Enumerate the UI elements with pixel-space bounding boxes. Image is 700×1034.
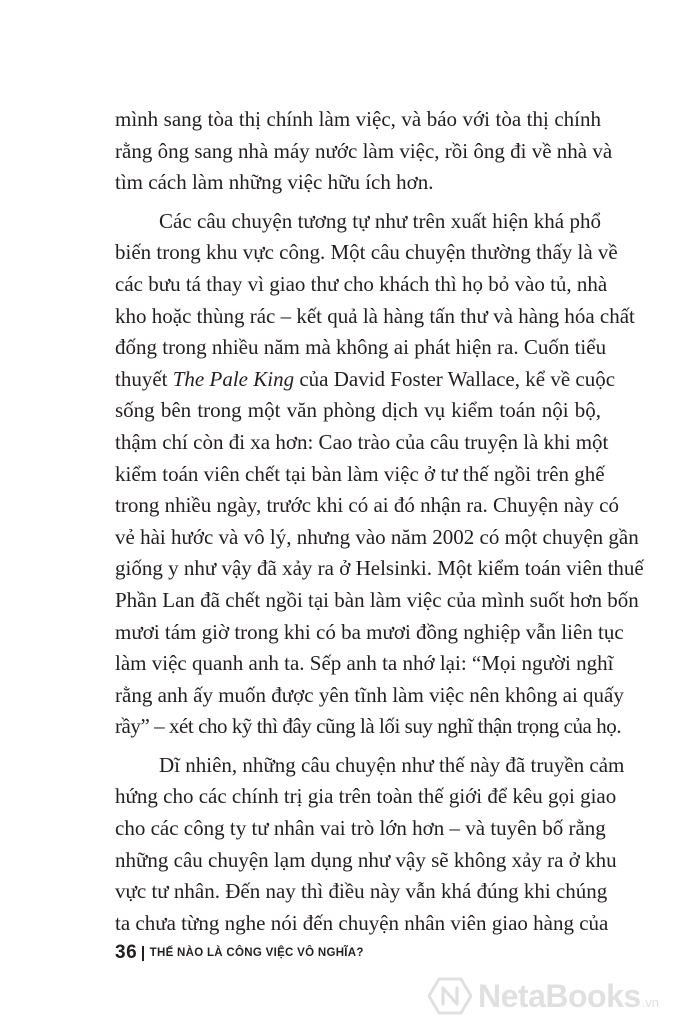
text-line: Phần Lan đã chết ngồi tại bàn làm việc của mình suốt hơn bốn bbox=[115, 587, 639, 612]
watermark bbox=[428, 976, 659, 1016]
watermark-brand: NetaBooks bbox=[478, 977, 641, 1014]
paragraph-gap bbox=[115, 743, 601, 750]
text-line: làm việc quanh anh ta. Sếp anh ta nhớ lại: “Mọi người nghĩ bbox=[115, 651, 614, 676]
text-line: giống y như vậy đã xảy ra ở Helsinki. Một kiểm toán viên thuế bbox=[115, 556, 644, 581]
text-line: rằng ông sang nhà máy nước làm việc, rồi ông đi về nhà và bbox=[115, 138, 613, 163]
text-line: thậm chí còn đi xa hơn: Cao trào của câu truyện là khi một bbox=[115, 429, 609, 454]
watermark-suffix: .vn bbox=[641, 995, 659, 1010]
body-text bbox=[115, 104, 644, 939]
book-title: The Pale King bbox=[172, 366, 295, 391]
text-line: vẻ hài hước và vô lý, nhưng vào năm 2002 có một chuyện gần bbox=[115, 524, 639, 549]
text-line: đống trong nhiều năm mà không ai phát hiện ra. Cuốn tiểu bbox=[115, 335, 607, 360]
paragraph bbox=[115, 206, 644, 743]
page-footer bbox=[115, 938, 364, 968]
footer-divider bbox=[142, 946, 144, 961]
text-line-with-italic-title: thuyết The Pale King của David Foster Wallace, kể về cuộc bbox=[115, 366, 616, 391]
running-head: THẾ NÀO LÀ CÔNG VIỆC VÔ NGHĨA? bbox=[149, 947, 364, 959]
text-line: rầy” – xét cho kỹ thì đây cũng là lối suy nghĩ thận trọng của họ. bbox=[115, 714, 622, 739]
text-line: trong nhiều ngày, trước khi có ai đó nhận ra. Chuyện này có bbox=[115, 493, 619, 518]
text-line: mình sang tòa thị chính làm việc, và báo với tòa thị chính bbox=[115, 107, 601, 131]
text-line: hứng cho các chính trị gia trên toàn thế giới để kêu gọi giao bbox=[115, 784, 617, 809]
text-line: các bưu tá thay vì giao thư cho khách thì họ bỏ vào tủ, nhà bbox=[115, 271, 608, 296]
paragraph bbox=[115, 750, 625, 940]
text-line: sống bên trong một văn phòng dịch vụ kiểm toán nội bộ, bbox=[115, 398, 601, 423]
text-line: kho hoặc thùng rác – kết quả là hàng tấn thư và hàng hóa chất bbox=[115, 303, 635, 328]
text-line: Dĩ nhiên, những câu chuyện như thế này đã truyền cảm bbox=[159, 752, 625, 777]
text-line: ta chưa từng nghe nói đến chuyện nhân viên giao hàng của bbox=[115, 910, 609, 935]
text-line: mươi tám giờ trong khi có ba mươi đồng nghiệp vẫn liên tục bbox=[115, 619, 624, 644]
netabooks-logo-icon bbox=[428, 977, 472, 1015]
text-line: rằng anh ấy muốn được yên tĩnh làm việc nên không ai quấy bbox=[115, 682, 624, 707]
text-line: kiểm toán viên chết tại bàn làm việc ở tư thế ngồi trên ghế bbox=[115, 461, 605, 486]
text-line: tìm cách làm những việc hữu ích hơn. bbox=[115, 170, 434, 195]
page-number: 36 bbox=[115, 942, 138, 963]
text-line: cho các công ty tư nhân vai trò lớn hơn – và tuyên bố rằng bbox=[115, 816, 606, 841]
text-line: Các câu chuyện tương tự như trên xuất hiện khá phổ bbox=[159, 208, 601, 233]
text-line: những câu chuyện lạm dụng như vậy sẽ không xảy ra ở khu bbox=[115, 847, 617, 872]
text-line: biến trong khu vực công. Một câu chuyện thường thấy là về bbox=[115, 240, 618, 265]
paragraph-gap bbox=[115, 199, 601, 206]
text-line: vực tư nhân. Đến nay thì điều này vẫn khá đúng khi chúng bbox=[115, 879, 608, 904]
paragraph bbox=[115, 104, 613, 199]
